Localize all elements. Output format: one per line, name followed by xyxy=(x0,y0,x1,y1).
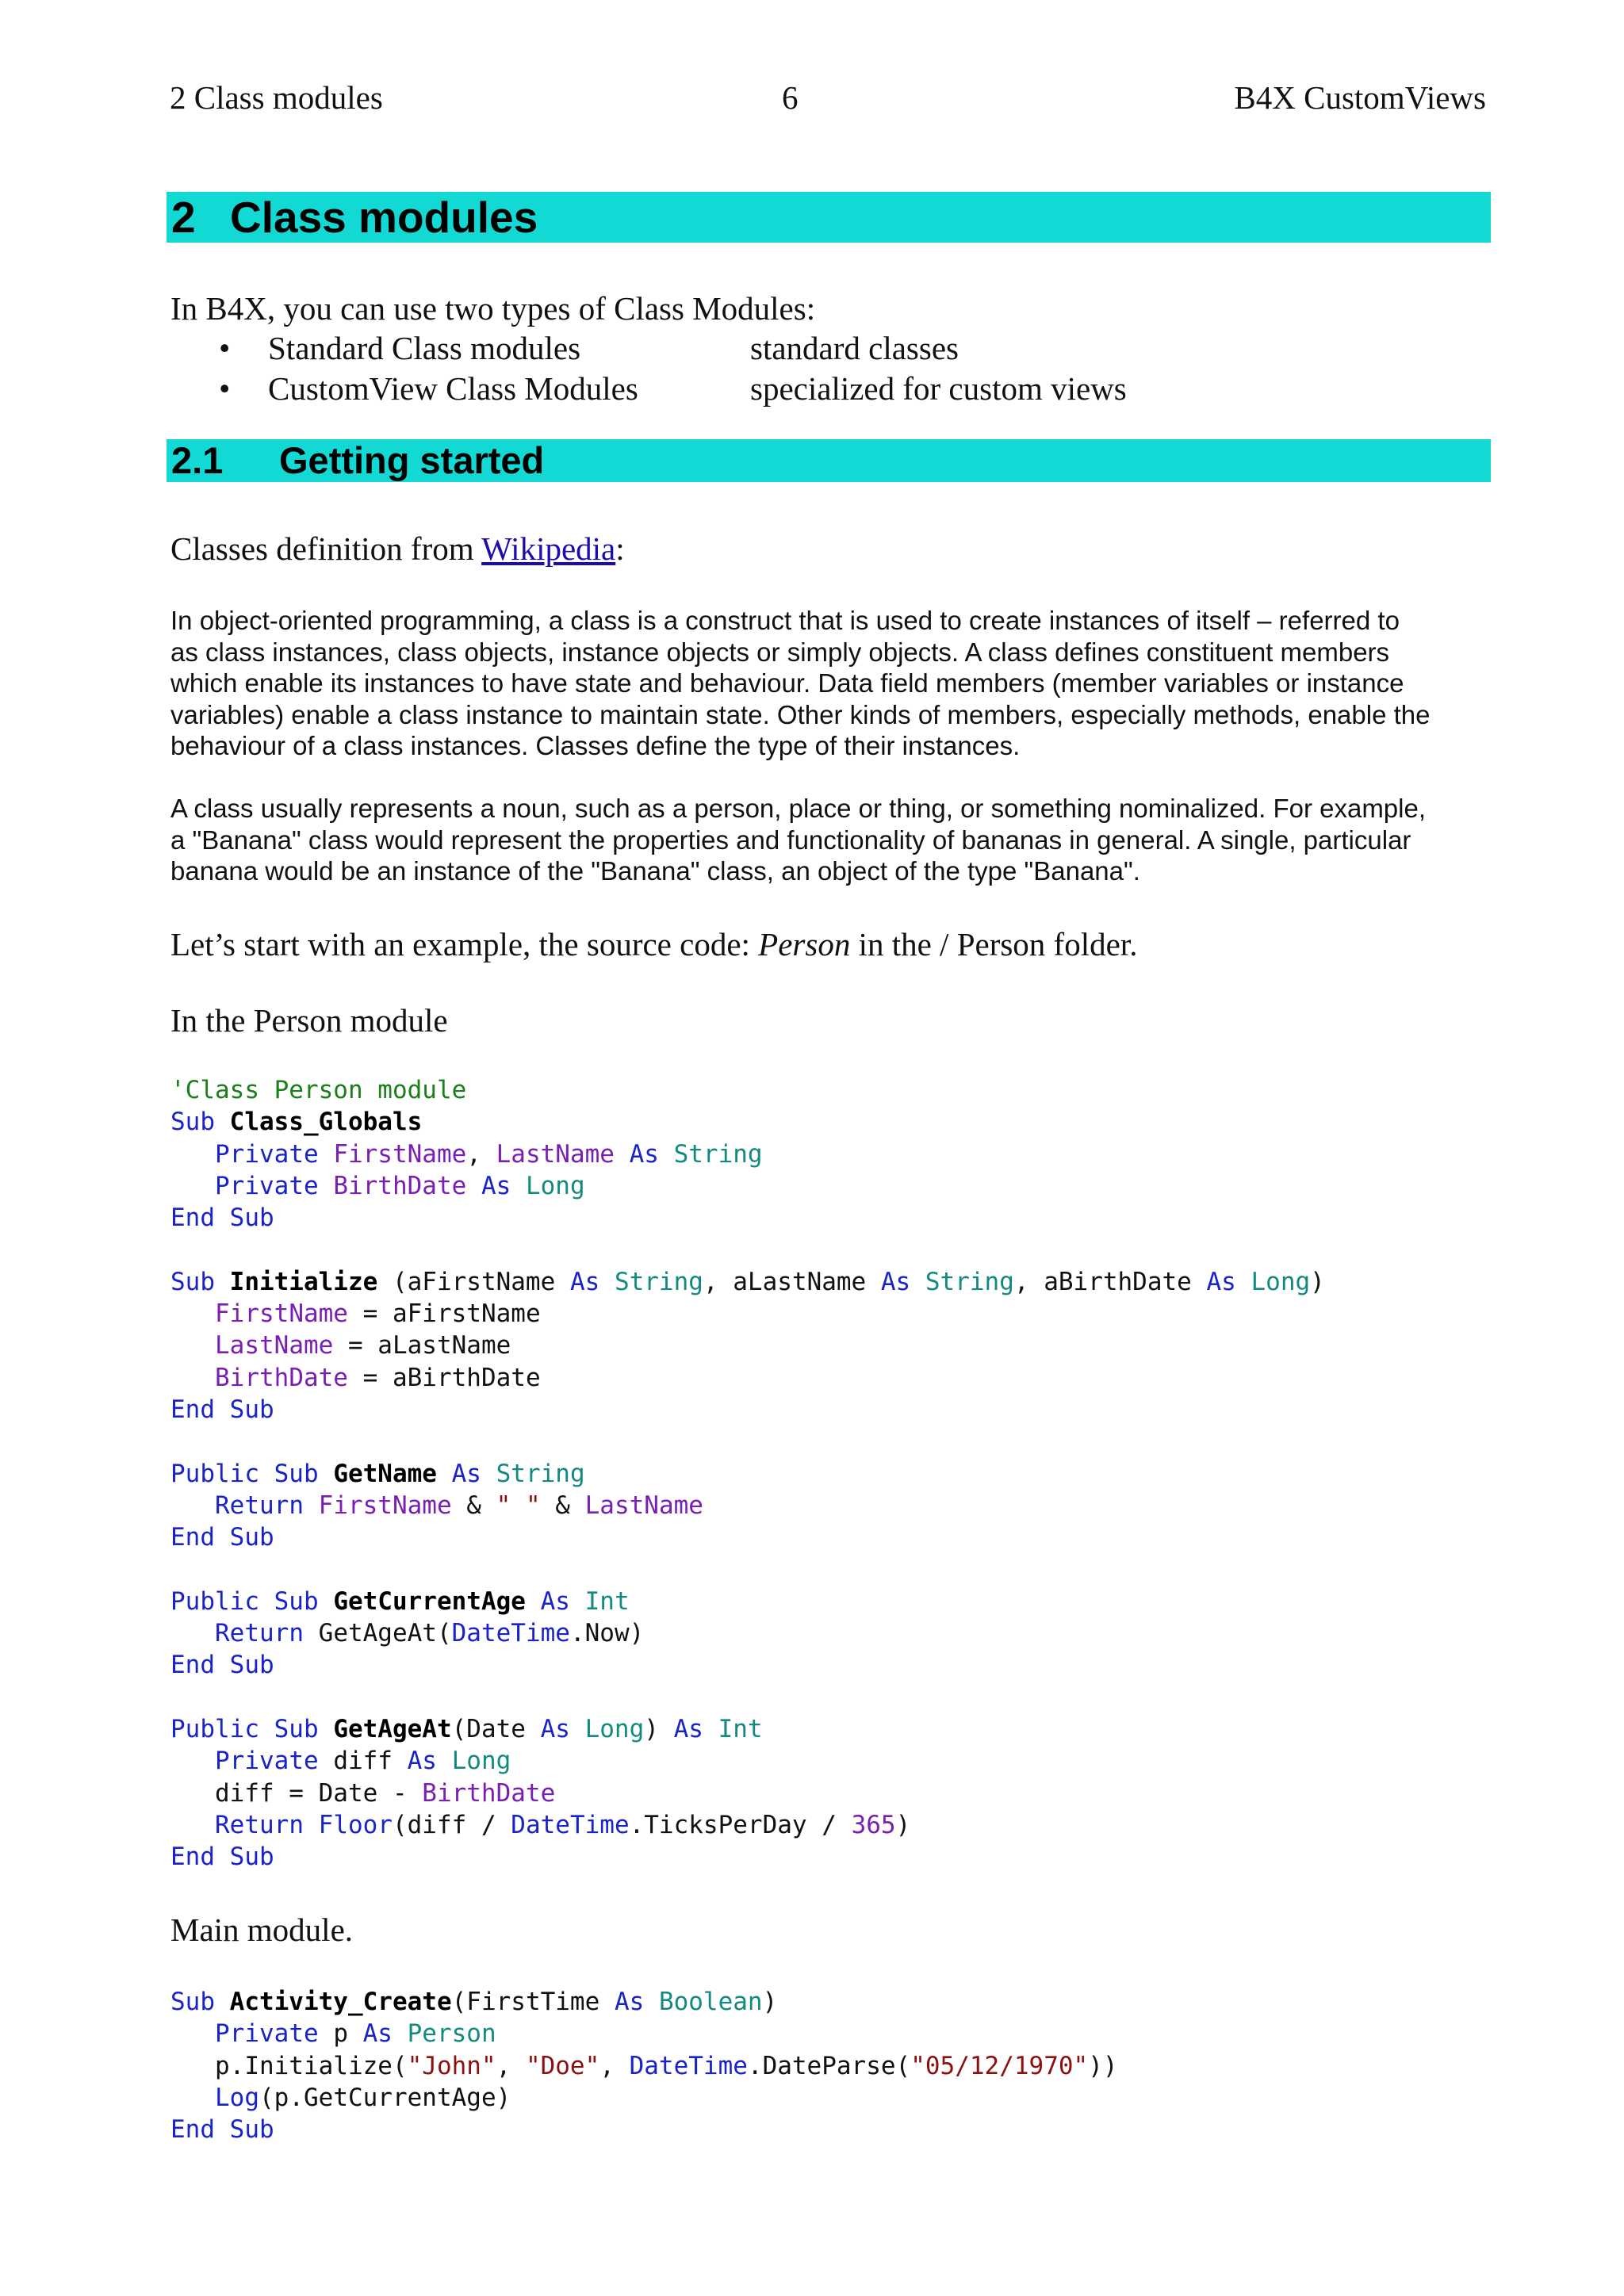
code-token xyxy=(170,2084,215,2112)
code-token: , xyxy=(496,2051,526,2080)
code-token: BirthDate xyxy=(215,1363,348,1392)
code-line xyxy=(170,1458,1325,1490)
code-token: 'Class Person module xyxy=(170,1076,467,1104)
code-token: Private xyxy=(215,2019,334,2049)
code-line xyxy=(170,1586,1325,1617)
code-token: Public Sub xyxy=(170,1459,334,1488)
code-token: FirstName xyxy=(215,1299,348,1329)
code-token: Return xyxy=(215,1810,319,1839)
subsection-heading xyxy=(167,439,1491,482)
code-token: Private xyxy=(215,1171,334,1200)
code-token: Log xyxy=(215,2083,259,2112)
code-token: .TicksPerDay / xyxy=(629,1810,852,1839)
code-token xyxy=(437,1460,452,1488)
code-token: Activity_Create xyxy=(229,1988,452,2016)
code-token: End Sub xyxy=(170,2115,274,2145)
example-intro xyxy=(170,924,1137,964)
code-token: Long xyxy=(525,1171,585,1200)
subsection-title: Getting started xyxy=(279,439,545,481)
example-intro-tail: in the / Person folder. xyxy=(850,926,1138,962)
code-line xyxy=(170,1138,1325,1170)
code-token: GetAgeAt( xyxy=(318,1619,452,1648)
list-item-description: specialized for custom views xyxy=(750,370,1127,407)
code-token: p.Initialize( xyxy=(170,2051,408,2080)
code-token: GetName xyxy=(333,1459,437,1488)
code-line xyxy=(170,2050,1118,2082)
code-token: , aBirthDate xyxy=(1013,1267,1207,1296)
code-token: String xyxy=(673,1139,763,1169)
code-token: 365 xyxy=(851,1810,896,1839)
code-token xyxy=(170,1747,215,1775)
subsection-number: 2.1 xyxy=(171,439,224,481)
code-token: Initialize xyxy=(229,1267,378,1296)
code-line xyxy=(170,1394,1325,1425)
code-token: As xyxy=(407,1747,452,1776)
code-line xyxy=(170,1809,1325,1841)
bullet-icon: • xyxy=(219,370,231,407)
code-token: , xyxy=(466,1139,496,1169)
code-token: String xyxy=(925,1267,1014,1296)
code-line xyxy=(170,1986,1118,2018)
code-line xyxy=(170,1553,1325,1585)
code-token: Long xyxy=(1251,1267,1311,1296)
intro-paragraph: In B4X, you can use two types of Class Modules: xyxy=(170,290,816,327)
quote-paragraph: In object-oriented programming, a class is a construct that is used to create instances of itself – referred to as class instances, class objects, instance objects or simply objects. A class defines constituent members which enable its instances to have state and behaviour. Data field members (member variables or instance variables) enable a class instance to maintain state. Other kinds of members, especially methods, enable the behaviour of a class instances. Classes define the type of their instances. xyxy=(170,606,1431,760)
code-token: BirthDate xyxy=(333,1171,481,1200)
list-item-term: Standard Class modules xyxy=(268,330,581,366)
code-token: LastName xyxy=(215,1331,334,1360)
code-line xyxy=(170,1777,1325,1809)
code-token: DateTime xyxy=(511,1810,630,1839)
code-token: LastName xyxy=(496,1139,630,1169)
code-token: Long xyxy=(584,1714,645,1743)
code-line xyxy=(170,1841,1325,1873)
code-token: BirthDate xyxy=(422,1778,556,1808)
code-token: GetAgeAt xyxy=(333,1714,452,1743)
code-token: = aLastName xyxy=(333,1331,511,1360)
main-module-label: Main module. xyxy=(170,1911,354,1948)
code-token: "Doe" xyxy=(525,2051,600,2080)
code-token: ) xyxy=(644,1714,674,1743)
code-line xyxy=(170,1234,1325,1265)
code-token: Long xyxy=(451,1747,511,1776)
code-token: " " xyxy=(496,1490,541,1520)
page-number: 6 xyxy=(782,79,799,116)
code-line xyxy=(170,2114,1118,2145)
code-line xyxy=(170,1490,1325,1521)
section-heading xyxy=(167,192,1491,243)
code-token: p xyxy=(333,2019,363,2049)
code-token: FirstName xyxy=(318,1490,452,1520)
running-header-chapter: 2 Class modules xyxy=(170,79,383,116)
code-token: As xyxy=(540,1586,585,1616)
code-token: (p.GetCurrentAge) xyxy=(259,2083,511,2112)
code-token: "05/12/1970" xyxy=(910,2051,1089,2080)
section-number: 2 xyxy=(171,193,196,242)
running-header-title: B4X CustomViews xyxy=(1234,79,1486,116)
code-token xyxy=(170,1811,215,1839)
person-module-label: In the Person module xyxy=(170,1002,448,1039)
code-token: Public Sub xyxy=(170,1586,334,1616)
code-token: .Now) xyxy=(569,1619,645,1648)
code-token: Return xyxy=(215,1619,319,1648)
code-line xyxy=(170,1170,1325,1202)
code-token xyxy=(170,1364,215,1392)
definition-line xyxy=(170,529,625,568)
code-token: End Sub xyxy=(170,1523,274,1552)
code-token: As xyxy=(481,1171,526,1200)
example-intro-text: Let’s start with an example, the source code: xyxy=(170,926,759,962)
definition-prefix: Classes definition from xyxy=(170,530,482,567)
code-line xyxy=(170,1106,1325,1138)
code-token: Int xyxy=(718,1714,763,1743)
code-token: FirstName xyxy=(333,1139,467,1169)
code-token: As xyxy=(362,2019,408,2049)
code-token: As xyxy=(540,1714,585,1743)
code-line xyxy=(170,1266,1325,1298)
code-token: As xyxy=(569,1267,615,1296)
code-token: Sub xyxy=(170,1108,230,1137)
code-token: String xyxy=(496,1459,585,1488)
list-item-term: CustomView Class Modules xyxy=(268,370,638,407)
code-token xyxy=(170,1331,215,1360)
wikipedia-link[interactable]: Wikipedia xyxy=(481,530,616,567)
code-token: DateTime xyxy=(629,2051,748,2080)
code-line xyxy=(170,1649,1325,1681)
code-token: & xyxy=(451,1490,496,1520)
code-token: & xyxy=(540,1490,585,1520)
quote-paragraph: A class usually represents a noun, such as a person, place or thing, or something nominalized. For example, a "Banana" class would represent the properties and functionality of bananas in general. A single, particular banana would be an instance of the "Banana" class, an object of the type "Banana". xyxy=(170,794,1427,886)
code-token: Class_Globals xyxy=(229,1108,423,1137)
code-token: End Sub xyxy=(170,1203,274,1233)
code-line xyxy=(170,2018,1118,2049)
code-line xyxy=(170,1713,1325,1745)
section-title: Class modules xyxy=(230,193,538,242)
code-token xyxy=(170,1172,215,1200)
code-token: "John" xyxy=(407,2051,496,2080)
code-token: GetCurrentAge xyxy=(333,1586,526,1616)
code-line xyxy=(170,1682,1325,1713)
code-line xyxy=(170,1330,1325,1361)
code-token: Return xyxy=(215,1490,319,1520)
code-token xyxy=(170,1140,215,1169)
code-token: ) xyxy=(762,1988,778,2016)
code-line xyxy=(170,1425,1325,1457)
code-line xyxy=(170,1745,1325,1777)
code-token: End Sub xyxy=(170,1651,274,1680)
code-token: Public Sub xyxy=(170,1714,334,1743)
code-line xyxy=(170,2082,1118,2114)
code-token: , xyxy=(599,2051,630,2080)
code-token xyxy=(170,1619,215,1647)
code-token: ) xyxy=(1310,1267,1325,1296)
code-token: As xyxy=(629,1139,674,1169)
code-line xyxy=(170,1617,1325,1649)
code-token: Private xyxy=(215,1139,334,1169)
bullet-icon: • xyxy=(219,330,231,366)
code-token: Int xyxy=(584,1586,630,1616)
code-token: LastName xyxy=(584,1490,703,1520)
code-token: End Sub xyxy=(170,1395,274,1424)
code-token xyxy=(170,1491,215,1520)
code-line xyxy=(170,1298,1325,1330)
code-token xyxy=(170,1299,215,1328)
code-token: ) xyxy=(895,1810,911,1839)
code-token: As xyxy=(614,1988,659,2016)
code-token: Boolean xyxy=(658,1988,763,2016)
main-code-block xyxy=(170,1986,1118,2145)
code-token: diff = Date - xyxy=(170,1778,423,1808)
code-line xyxy=(170,1074,1325,1106)
code-line xyxy=(170,1362,1325,1394)
code-token: Floor xyxy=(318,1810,393,1839)
code-token: (aFirstName xyxy=(377,1267,570,1296)
code-token: (FirstTime xyxy=(451,1988,615,2016)
code-token: (Date xyxy=(451,1714,541,1743)
code-token: )) xyxy=(1088,2051,1118,2080)
code-token: As xyxy=(673,1714,718,1743)
list-item-description: standard classes xyxy=(750,330,959,366)
code-token: End Sub xyxy=(170,1843,274,1872)
code-token xyxy=(170,2019,215,2048)
code-token: = aBirthDate xyxy=(347,1363,541,1392)
code-line xyxy=(170,1521,1325,1553)
code-token: As xyxy=(451,1459,496,1488)
example-name: Person xyxy=(758,926,851,962)
code-token: , aLastName xyxy=(703,1267,881,1296)
code-token: DateTime xyxy=(451,1619,570,1648)
code-token: Private xyxy=(215,1747,334,1776)
code-line xyxy=(170,1202,1325,1234)
code-token: = aFirstName xyxy=(347,1299,541,1329)
definition-suffix: : xyxy=(615,530,625,567)
code-token: diff xyxy=(333,1747,408,1776)
code-token: Person xyxy=(407,2019,496,2049)
code-token: .DateParse( xyxy=(747,2051,911,2080)
person-code-block xyxy=(170,1074,1325,1873)
code-token: Sub xyxy=(170,1988,230,2016)
code-token: As xyxy=(880,1267,925,1296)
code-token: (diff / xyxy=(392,1810,511,1839)
code-token: As xyxy=(1206,1267,1251,1296)
code-token: Sub xyxy=(170,1267,230,1296)
code-token: String xyxy=(614,1267,703,1296)
code-token xyxy=(526,1587,541,1616)
